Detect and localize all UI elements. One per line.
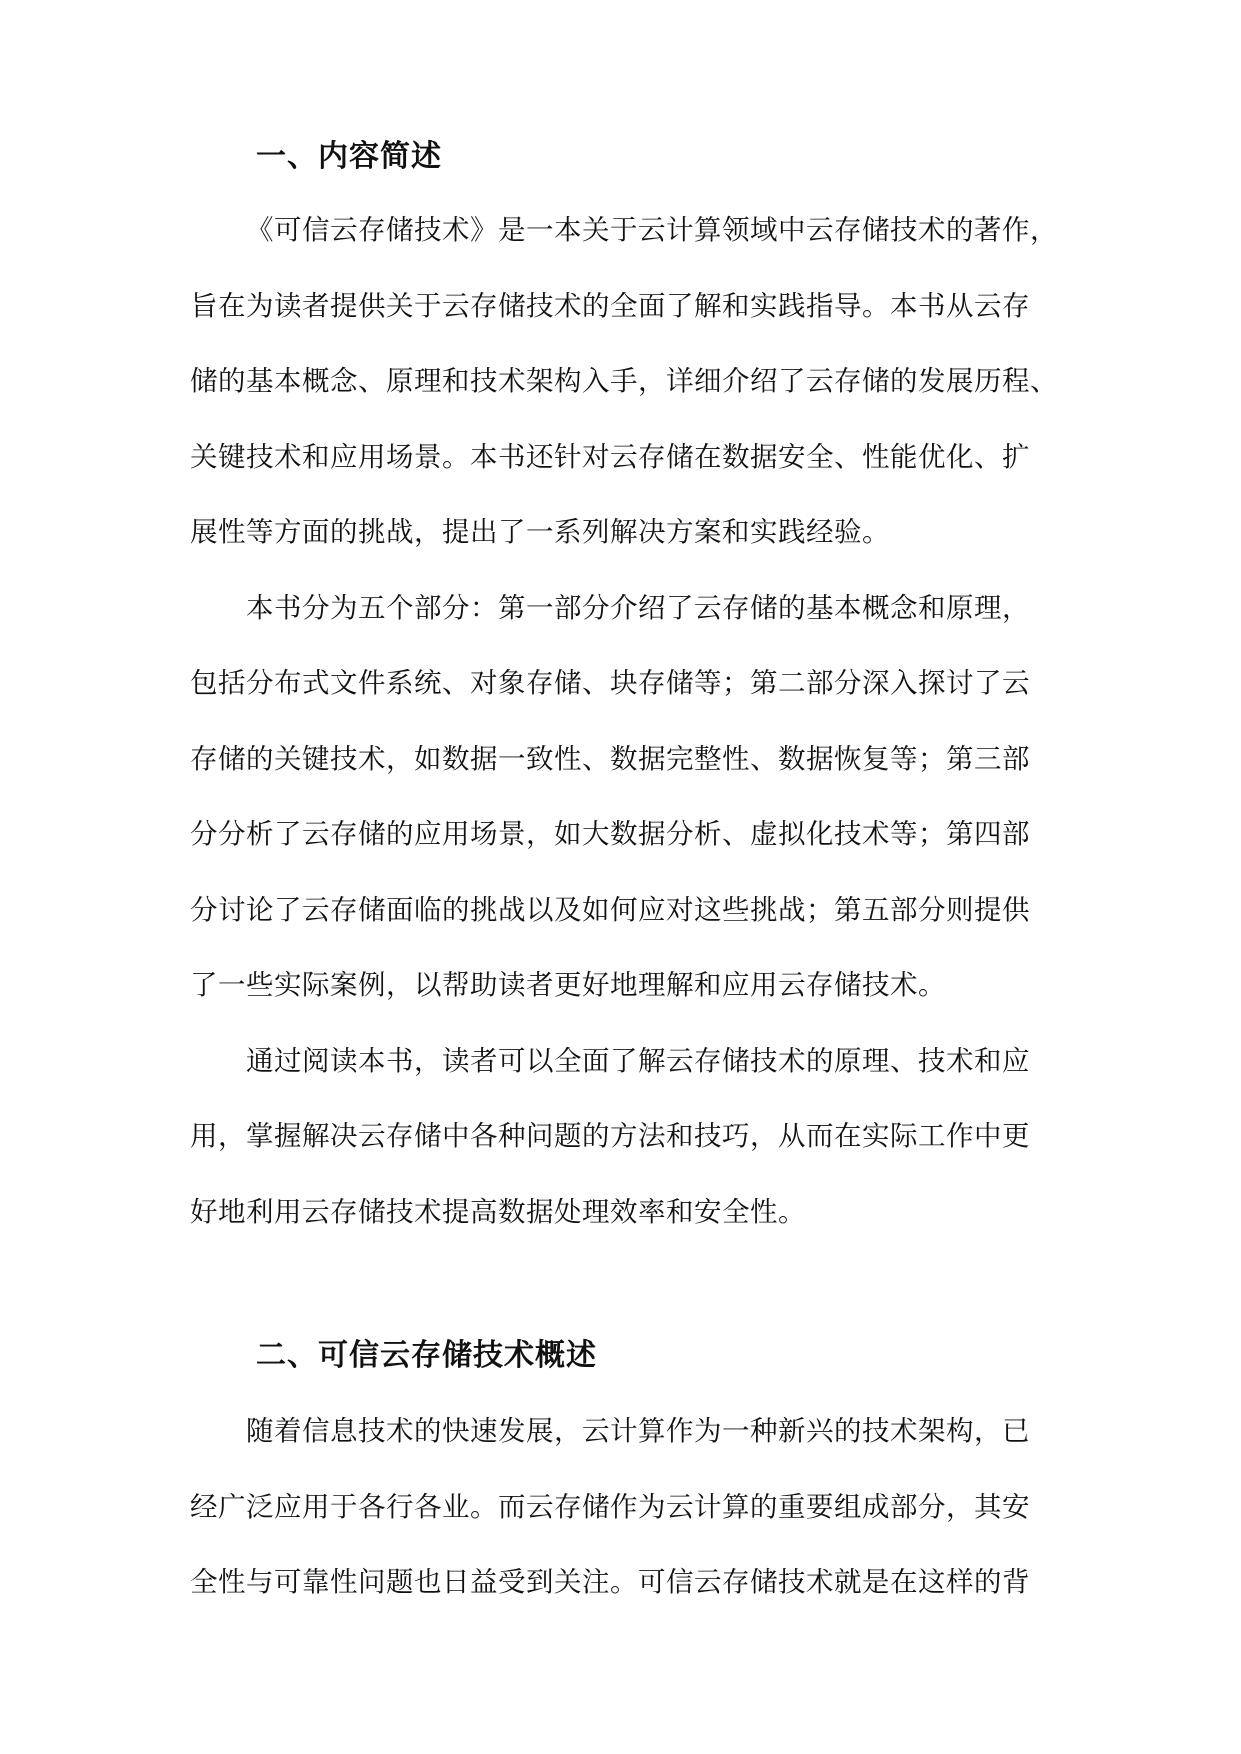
paragraph-line: 包括分布式文件系统、对象存储、块存储等；第二部分深入探讨了云 (190, 667, 1030, 699)
paragraph-line: 全性与可靠性问题也日益受到关注。可信云存储技术就是在这样的背 (190, 1566, 1030, 1598)
paragraph-line: 用，掌握解决云存储中各种问题的方法和技巧，从而在实际工作中更 (190, 1120, 1030, 1152)
paragraph-line: 随着信息技术的快速发展，云计算作为一种新兴的技术架构，已 (246, 1415, 1030, 1447)
paragraph-line: 旨在为读者提供关于云存储技术的全面了解和实践指导。本书从云存 (190, 289, 1030, 322)
section-body-content-summary (190, 210, 1060, 1267)
paragraph-line: 《可信云存储技术》是一本关于云计算领域中云存储技术的著作， (246, 214, 1058, 246)
paragraph-line: 通过阅读本书，读者可以全面了解云存储技术的原理、技术和应 (246, 1044, 1030, 1077)
section-body-trusted-cloud-storage-overview (190, 1411, 1060, 1638)
paragraph-line: 了一些实际案例，以帮助读者更好地理解和应用云存储技术。 (190, 969, 946, 1001)
paragraph-line: 经广泛应用于各行各业。而云存储作为云计算的重要组成部分，其安 (190, 1490, 1030, 1523)
section-heading-content-summary: 一、内容简述 (256, 139, 442, 174)
section-heading-trusted-cloud-storage-overview: 二、可信云存储技术概述 (256, 1338, 597, 1373)
paragraph-line: 关键技术和应用场景。本书还针对云存储在数据安全、性能优化、扩 (190, 440, 1030, 473)
paragraph-line: 本书分为五个部分：第一部分介绍了云存储的基本概念和原理， (246, 591, 1030, 624)
paragraph-line: 分分析了云存储的应用场景，如大数据分析、虚拟化技术等；第四部 (190, 818, 1030, 850)
paragraph-line: 好地利用云存储技术提高数据处理效率和安全性。 (190, 1195, 806, 1228)
paragraph-line: 展性等方面的挑战，提出了一系列解决方案和实践经验。 (190, 516, 890, 548)
paragraph-line: 储的基本概念、原理和技术架构入手，详细介绍了云存储的发展历程、 (190, 365, 1058, 397)
paragraph-line: 存储的关键技术，如数据一致性、数据完整性、数据恢复等；第三部 (190, 742, 1030, 775)
paragraph-line: 分讨论了云存储面临的挑战以及如何应对这些挑战；第五部分则提供 (190, 893, 1030, 926)
